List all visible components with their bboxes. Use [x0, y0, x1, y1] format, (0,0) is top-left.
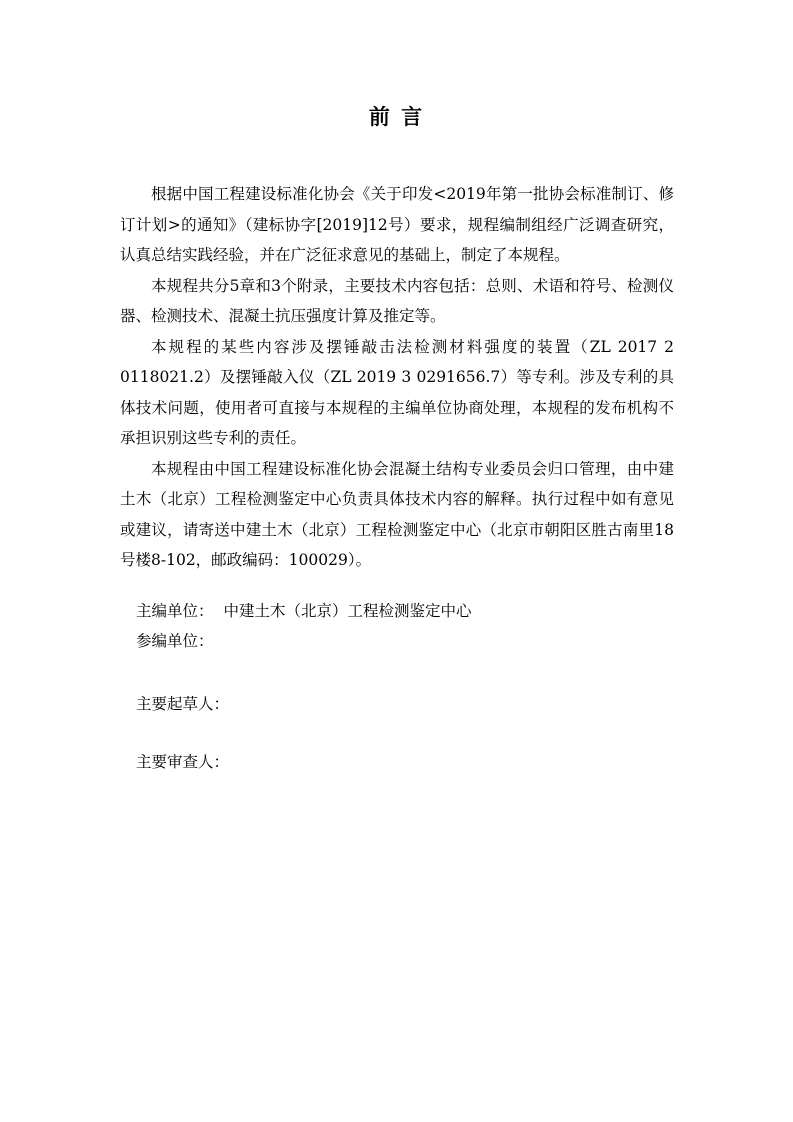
preface-body [120, 179, 674, 576]
chief-editor-label: 主编单位： [136, 602, 214, 620]
drafters-label: 主要起草人： [136, 695, 230, 713]
reviewers-line [136, 748, 656, 776]
paragraph-background: 根据中国工程建设标准化协会《关于印发<2019年第一批协会标准制订、修订计划>的通知》（建标协字[2019]12号）要求，规程编制组经广泛调查研究，认真总结实践经验，并在广泛征求意见的基础上，制定了本规程。 [120, 185, 674, 264]
participating-units-line [136, 627, 656, 655]
paragraph-structure: 本规程共分5章和3个附录，主要技术内容包括：总则、术语和符号、检测仪器、检测技术、混凝土抗压强度计算及推定等。 [120, 276, 674, 325]
paragraph-management: 本规程由中国工程建设标准化协会混凝土结构专业委员会归口管理，由中建土木（北京）工程检测鉴定中心负责具体技术内容的解释。执行过程中如有意见或建议，请寄送中建土木（北京）工程检测鉴定中心（北京市朝阳区胜古南里18号楼8-102，邮政编码：100029）。 [120, 459, 674, 569]
page-title: 前 言 [368, 104, 425, 129]
drafters-line [136, 690, 656, 718]
chief-editor-line [136, 597, 656, 625]
paragraph-patents: 本规程的某些内容涉及摆锤敲击法检测材料强度的装置（ZL 2017 2 0118021.2）及摆锤敲入仪（ZL 2019 3 0291656.7）等专利。涉及专利的具体技术问题，使用者可直接与本规程的主编单位协商处理，本规程的发布机构不承担识别这些专利的责任。 [120, 337, 674, 447]
chief-editor-value: 中建土木（北京）工程检测鉴定中心 [223, 602, 472, 620]
reviewers-label: 主要审查人： [136, 753, 230, 771]
participating-units-label: 参编单位： [136, 632, 214, 650]
